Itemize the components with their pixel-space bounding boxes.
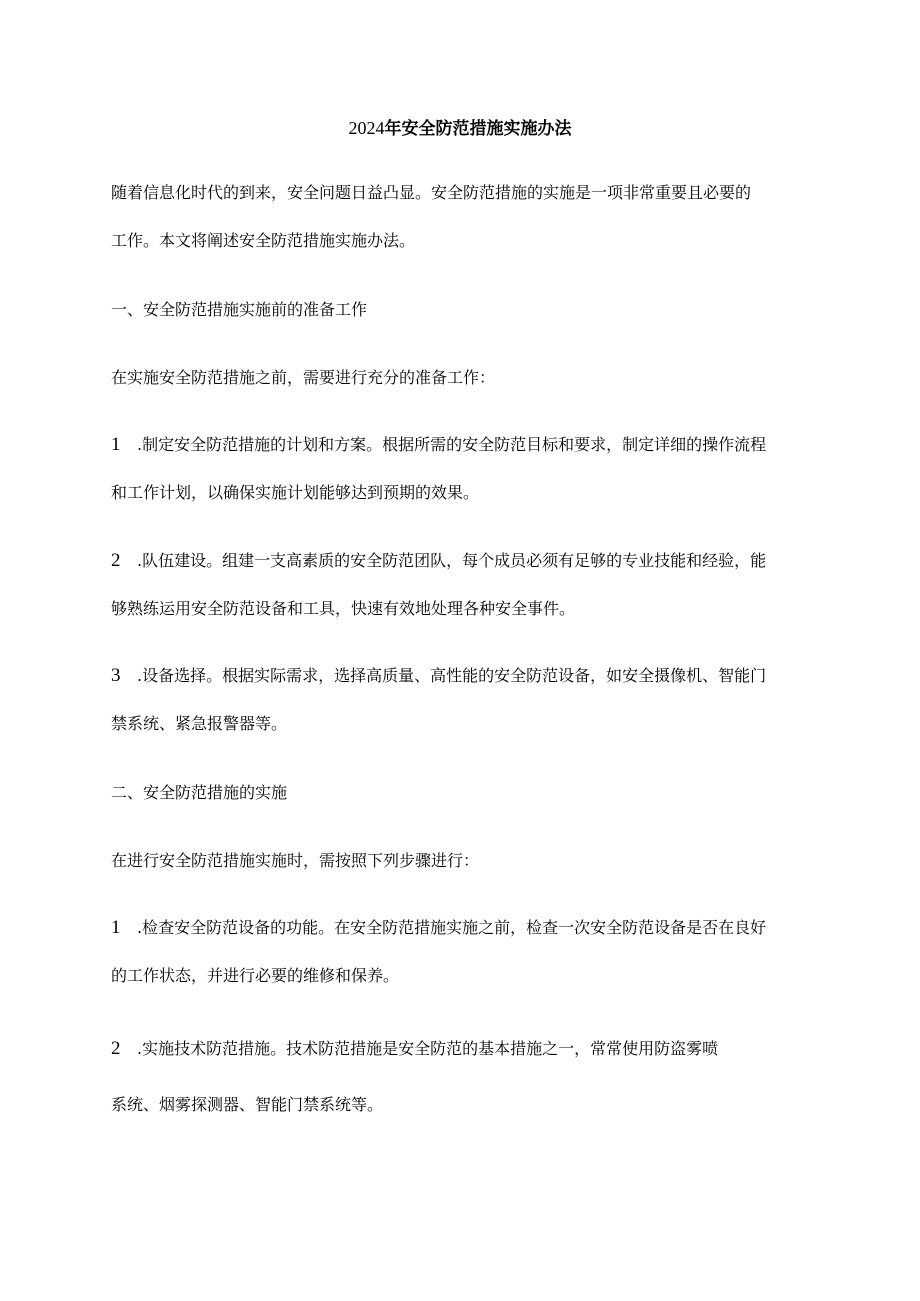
- title-text: 年安全防范措施实施办法: [384, 119, 572, 139]
- item-text: .实施技术防范措施。技术防范措施是安全防范的基本措施之一，常常使用防盗雾喷: [137, 1039, 719, 1058]
- section1-item1-line1: [111, 433, 766, 457]
- section1-item3-line1: [111, 664, 766, 688]
- document-title: [0, 116, 920, 141]
- intro-line-2: 工作。本文将阐述安全防范措施实施办法。: [111, 231, 416, 250]
- item-text: .队伍建设。组建一支高素质的安全防范团队，每个成员必须有足够的专业技能和经验，能: [137, 551, 767, 570]
- section1-item2-line1: [111, 549, 766, 573]
- section1-heading: 一、安全防范措施实施前的准备工作: [111, 300, 368, 319]
- intro-line-1: 随着信息化时代的到来，安全问题日益凸显。安全防范措施的实施是一项非常重要且必要的: [111, 183, 752, 202]
- item-text: .制定安全防范措施的计划和方案。根据所需的安全防范目标和要求，制定详细的操作流程: [137, 435, 767, 454]
- section1-item3-line2: 禁系统、紧急报警器等。: [111, 714, 288, 733]
- item-number: 3: [111, 665, 121, 686]
- section1-item1-line2: 和工作计划，以确保实施计划能够达到预期的效果。: [111, 483, 480, 502]
- section1-lead: 在实施安全防范措施之前，需要进行充分的准备工作：: [111, 368, 496, 387]
- item-number: 2: [111, 1038, 121, 1059]
- item-number: 1: [111, 917, 121, 938]
- section2-item2-line2: 系统、烟雾探测器、智能门禁系统等。: [111, 1095, 384, 1114]
- item-number: 2: [111, 550, 121, 571]
- section2-lead: 在进行安全防范措施实施时，需按照下列步骤进行：: [111, 851, 480, 870]
- section2-item2-line1: [111, 1037, 718, 1061]
- section1-item2-line2: 够熟练运用安全防范设备和工具，快速有效地处理各种安全事件。: [111, 599, 576, 618]
- item-number: 1: [111, 434, 121, 455]
- item-text: .设备选择。根据实际需求，选择高质量、高性能的安全防范设备，如安全摄像机、智能门: [137, 666, 767, 685]
- section2-item1-line1: [111, 916, 766, 940]
- section2-item1-line2: 的工作状态，并进行必要的维修和保养。: [111, 966, 400, 985]
- item-text: .检查安全防范设备的功能。在安全防范措施实施之前，检查一次安全防范设备是否在良好: [137, 918, 767, 937]
- title-year: 2024: [348, 118, 385, 138]
- section2-heading: 二、安全防范措施的实施: [111, 783, 288, 802]
